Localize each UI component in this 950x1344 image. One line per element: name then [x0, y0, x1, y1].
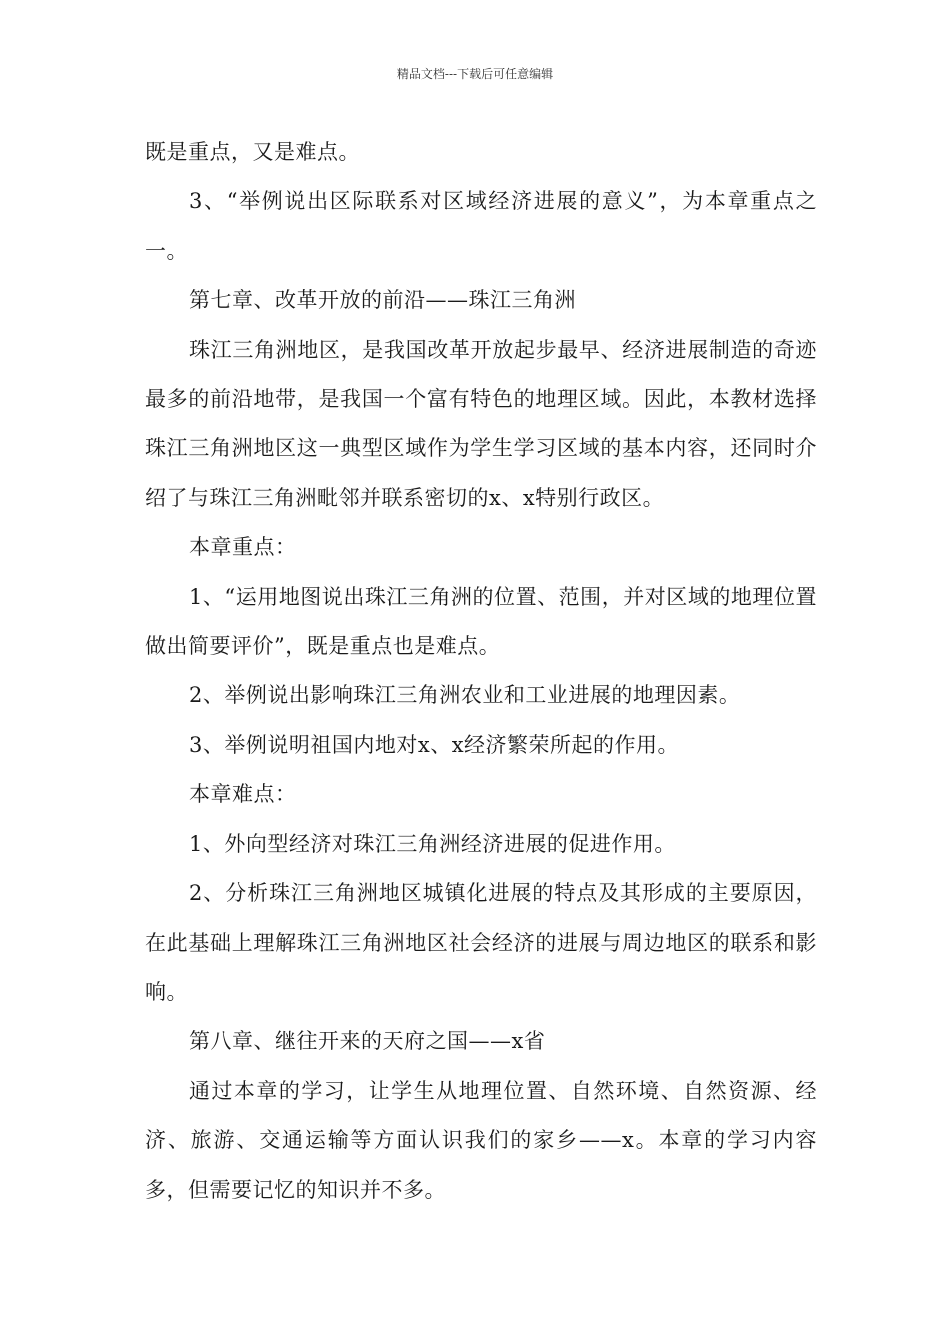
list-item: 3、举例说明祖国内地对x、x经济繁荣所起的作用。 — [189, 732, 680, 757]
chapter-heading: 第七章、改革开放的前沿——珠江三角洲 — [189, 288, 576, 313]
chapter-heading: 第八章、继往开来的天府之国——x省 — [189, 1029, 546, 1054]
paragraph: 3、“举例说出区际联系对区域经济进展的意义”，为本章重点之一。 — [145, 189, 817, 263]
paragraph: 通过本章的学习，让学生从地理位置、自然环境、自然资源、经济、旅游、交通运输等方面认识我们的家乡——x。本章的学习内容多，但需要记忆的知识并不多。 — [145, 1078, 817, 1202]
section-label: 本章重点： — [189, 535, 297, 560]
paragraph: 珠江三角洲地区，是我国改革开放起步最早、经济进展制造的奇迹最多的前沿地带，是我国一个富有特色的地理区域。因此，本教材选择珠江三角洲地区这一典型区域作为学生学习区域的基本内容，还同时介绍了与珠江三角洲毗邻并联系密切的x、x特别行政区。 — [145, 337, 817, 510]
section-label: 本章难点： — [189, 782, 297, 807]
list-item: 2、举例说出影响珠江三角洲农业和工业进展的地理因素。 — [189, 683, 741, 708]
list-item: 1、外向型经济对珠江三角洲经济进展的促进作用。 — [189, 831, 676, 856]
document-body — [145, 128, 817, 1215]
paragraph: 既是重点，又是难点。 — [145, 140, 360, 164]
list-item: 1、“运用地图说出珠江三角洲的位置、范围，并对区域的地理位置做出简要评价”，既是重点也是难点。 — [145, 584, 817, 659]
list-item: 2、分析珠江三角洲地区城镇化进展的特点及其形成的主要原因，在此基础上理解珠江三角洲地区社会经济的进展与周边地区的联系和影响。 — [145, 881, 817, 1004]
page-header: 精品文档---下载后可任意编辑 — [396, 67, 554, 81]
